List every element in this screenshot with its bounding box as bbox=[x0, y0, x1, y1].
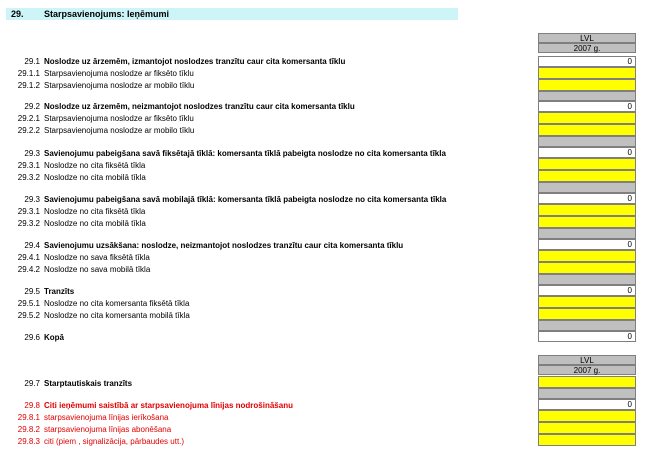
row-num: 29.4.1 bbox=[17, 253, 40, 262]
row-label: Noslodze no cita komersanta mobilā tīkla bbox=[44, 311, 190, 320]
row-num: 29.4 bbox=[24, 241, 40, 250]
input-cell[interactable] bbox=[538, 296, 636, 308]
row-label: Starpsavienojuma noslodze ar mobilo tīklu bbox=[44, 81, 195, 90]
row-label: starpsavienojuma līnijas abonēšana bbox=[44, 425, 172, 434]
row-num: 29.8.3 bbox=[17, 437, 40, 446]
row-num: 29.3.1 bbox=[17, 207, 40, 216]
separator-cell bbox=[538, 136, 636, 147]
input-cell[interactable] bbox=[538, 79, 636, 91]
row-num: 29.7 bbox=[24, 379, 40, 388]
row-label: Noslodze no cita mobilā tīkla bbox=[44, 219, 146, 228]
row-label: Noslodze no sava mobilā tīkla bbox=[44, 265, 151, 274]
year-header: 2007 g. bbox=[538, 43, 636, 53]
row-label: Kopā bbox=[44, 333, 64, 342]
row-label: Noslodze no cita fiksētā tīkla bbox=[44, 161, 146, 170]
row-num: 29.5.2 bbox=[17, 311, 40, 320]
value-cell[interactable]: 0 bbox=[538, 285, 636, 296]
currency-header: LVL bbox=[538, 355, 636, 365]
value-cell[interactable]: 0 bbox=[538, 101, 636, 112]
section-header bbox=[6, 8, 458, 20]
row-num: 29.8.1 bbox=[17, 413, 40, 422]
row-num: 29.4.2 bbox=[17, 265, 40, 274]
row-num: 29.6 bbox=[24, 333, 40, 342]
value-cell[interactable]: 0 bbox=[538, 147, 636, 158]
input-cell[interactable] bbox=[538, 216, 636, 228]
row-num: 29.3 bbox=[24, 195, 40, 204]
row-num: 29.1.2 bbox=[17, 81, 40, 90]
separator-cell bbox=[538, 274, 636, 285]
row-label: Starpsavienojuma noslodze ar fiksēto tīklu bbox=[44, 69, 194, 78]
row-label: Noslodze uz ārzemēm, neizmantojot noslodzes tranzītu caur cita komersanta tīklu bbox=[44, 102, 355, 111]
value-cell[interactable]: 0 bbox=[538, 239, 636, 250]
row-label: Noslodze uz ārzemēm, izmantojot noslodzes tranzītu caur cita komersanta tīklu bbox=[44, 57, 346, 66]
separator-cell bbox=[538, 228, 636, 239]
value-cell[interactable]: 0 bbox=[538, 56, 636, 67]
row-num: 29.5 bbox=[24, 287, 40, 296]
row-label: Noslodze no cita mobilā tīkla bbox=[44, 173, 146, 182]
input-cell[interactable] bbox=[538, 410, 636, 422]
input-cell[interactable] bbox=[538, 170, 636, 182]
row-num: 29.1 bbox=[24, 57, 40, 66]
input-cell[interactable] bbox=[538, 376, 636, 388]
value-cell[interactable]: 0 bbox=[538, 331, 636, 342]
row-num: 29.3.1 bbox=[17, 161, 40, 170]
section-number: 29. bbox=[11, 9, 24, 19]
row-label: Savienojumu pabeigšana savā fiksētajā tīklā: komersanta tīklā pabeigta noslodze no cita komersanta tīkla bbox=[44, 149, 446, 158]
year-header: 2007 g. bbox=[538, 365, 636, 375]
input-cell[interactable] bbox=[538, 112, 636, 124]
row-label: Savienojumu pabeigšana savā mobilajā tīklā: komersanta tīklā pabeigta noslodze no cita komersanta tīkla bbox=[44, 195, 447, 204]
separator-cell bbox=[538, 182, 636, 193]
row-num: 29.3 bbox=[24, 149, 40, 158]
row-label: Starptautiskais tranzīts bbox=[44, 379, 133, 388]
row-label: Noslodze no sava fiksētā tīkla bbox=[44, 253, 150, 262]
separator-cell bbox=[538, 320, 636, 331]
input-cell[interactable] bbox=[538, 250, 636, 262]
row-num: 29.2 bbox=[24, 102, 40, 111]
input-cell[interactable] bbox=[538, 158, 636, 170]
separator-cell bbox=[538, 388, 636, 399]
row-num: 29.5.1 bbox=[17, 299, 40, 308]
row-num: 29.1.1 bbox=[17, 69, 40, 78]
row-label: Citi ieņēmumi saistībā ar starpsavienojuma līnijas nodrošināšanu bbox=[44, 401, 293, 410]
row-num: 29.3.2 bbox=[17, 219, 40, 228]
separator-cell bbox=[538, 91, 636, 101]
input-cell[interactable] bbox=[538, 422, 636, 434]
input-cell[interactable] bbox=[538, 124, 636, 136]
input-cell[interactable] bbox=[538, 434, 636, 446]
row-label: Savienojumu uzsākšana: noslodze, neizmantojot noslodzes tranzītu caur cita komersanta tīklu bbox=[44, 241, 404, 250]
row-label: Noslodze no cita komersanta fiksētā tīkla bbox=[44, 299, 190, 308]
row-label: citi (piem , signalizācija, pārbaudes utt.) bbox=[44, 437, 185, 446]
row-num: 29.8 bbox=[24, 401, 40, 410]
row-num: 29.2.2 bbox=[17, 126, 40, 135]
input-cell[interactable] bbox=[538, 67, 636, 79]
currency-header: LVL bbox=[538, 33, 636, 43]
row-label: Starpsavienojuma noslodze ar fiksēto tīklu bbox=[44, 114, 194, 123]
row-label: starpsavienojuma līnijas ierīkošana bbox=[44, 413, 169, 422]
value-cell[interactable]: 0 bbox=[538, 193, 636, 204]
input-cell[interactable] bbox=[538, 262, 636, 274]
input-cell[interactable] bbox=[538, 308, 636, 320]
section-title: Starpsavienojums: Ieņēmumi bbox=[44, 9, 170, 19]
row-num: 29.3.2 bbox=[17, 173, 40, 182]
value-cell[interactable]: 0 bbox=[538, 399, 636, 410]
row-label: Starpsavienojuma noslodze ar mobilo tīklu bbox=[44, 126, 195, 135]
row-num: 29.2.1 bbox=[17, 114, 40, 123]
row-num: 29.8.2 bbox=[17, 425, 40, 434]
input-cell[interactable] bbox=[538, 204, 636, 216]
row-label: Noslodze no cita fiksētā tīkla bbox=[44, 207, 146, 216]
row-label: Tranzīts bbox=[44, 287, 75, 296]
